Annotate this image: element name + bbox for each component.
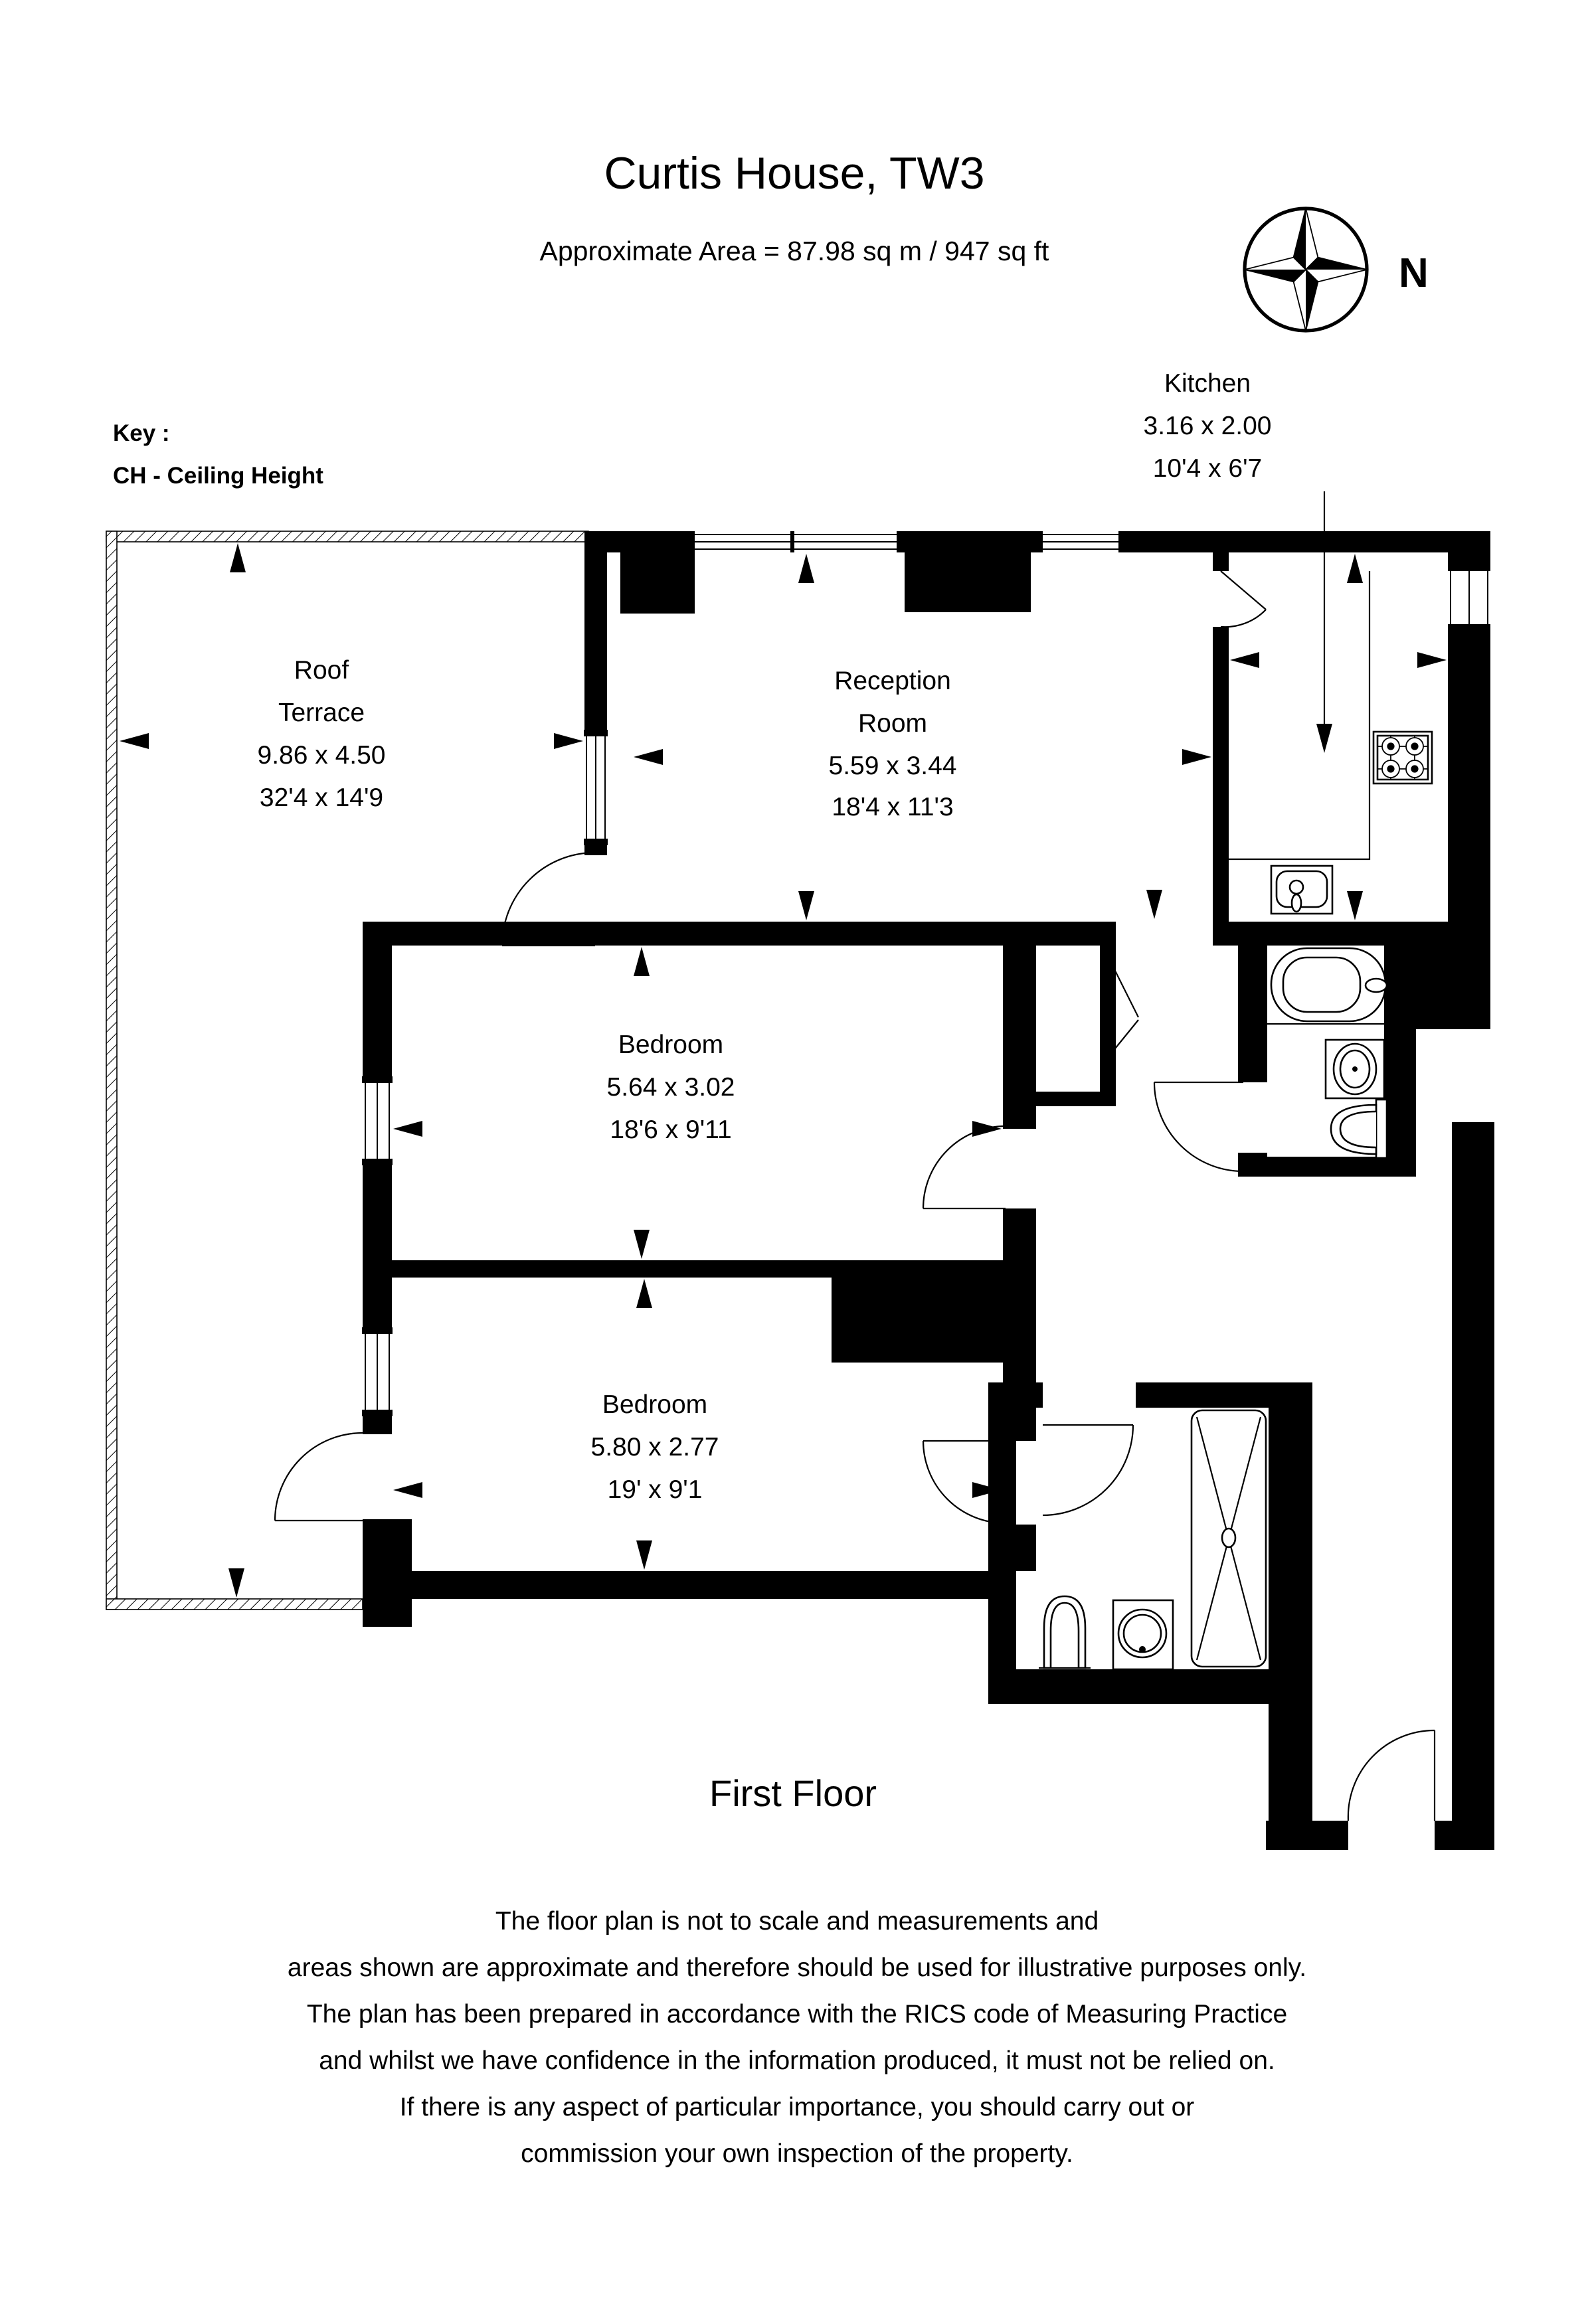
kitchen-counter xyxy=(1218,571,1370,859)
disclaimer-line-3: The plan has been prepared in accordance with the RICS code of Measuring Practice xyxy=(306,2000,1288,2029)
door-kitchen xyxy=(1221,571,1266,627)
terrace-metric: 9.86 x 4.50 xyxy=(257,741,386,770)
kitchen-imperial: 10'4 x 6'7 xyxy=(1152,454,1263,483)
area-label: Approximate Area = 87.98 sq m / 947 sq ft xyxy=(539,236,1049,266)
bathtub-icon xyxy=(1267,948,1387,1024)
terrace-hatched-wall xyxy=(106,531,588,1610)
key-ceiling-height: CH - Ceiling Height xyxy=(113,463,323,489)
floor-label: First Floor xyxy=(709,1772,877,1814)
bedroom2-imperial: 19' x 9'1 xyxy=(607,1475,703,1504)
shower-toilet-icon xyxy=(1039,1596,1091,1668)
key-legend xyxy=(113,420,323,489)
window-kitchen xyxy=(1451,571,1488,624)
door-bathroom xyxy=(1154,1082,1243,1171)
window-reception-2 xyxy=(794,535,897,549)
window-terrace xyxy=(584,730,607,845)
door-shower-room xyxy=(1043,1425,1133,1515)
key-title: Key : xyxy=(113,420,170,446)
window-reception-1 xyxy=(695,535,790,549)
disclaimer-line-6: commission your own inspection of the property. xyxy=(521,2139,1073,2168)
door-entrance xyxy=(1348,1730,1435,1821)
window-bedroom1 xyxy=(363,1077,392,1165)
reception-metric: 5.59 x 3.44 xyxy=(828,752,957,780)
bedroom2-metric: 5.80 x 2.77 xyxy=(590,1433,719,1461)
room-label-kitchen xyxy=(1144,369,1272,483)
shower-tray-icon xyxy=(1192,1410,1266,1667)
reception-name1: Reception xyxy=(834,667,951,695)
reception-name2: Room xyxy=(857,709,928,738)
terrace-imperial: 32'4 x 14'9 xyxy=(259,784,384,812)
bedroom1-name: Bedroom xyxy=(618,1031,724,1059)
bathroom-sink-icon xyxy=(1326,1040,1384,1098)
disclaimer-line-5: If there is any aspect of particular importance, you should carry out or xyxy=(399,2093,1195,2121)
room-label-reception xyxy=(829,667,957,821)
door-bedroom2-terrace xyxy=(275,1433,363,1521)
bedroom1-imperial: 18'6 x 9'11 xyxy=(610,1116,732,1144)
window-reception-3 xyxy=(1043,535,1118,549)
bedroom1-metric: 5.64 x 3.02 xyxy=(606,1073,735,1102)
stove-icon xyxy=(1373,732,1432,784)
round-sink-icon xyxy=(1113,1600,1173,1669)
room-label-bedroom1 xyxy=(607,1031,735,1144)
disclaimer-line-1: The floor plan is not to scale and measurements and xyxy=(495,1907,1099,1936)
room-label-bedroom2 xyxy=(591,1390,719,1504)
kitchen-sink-icon xyxy=(1271,866,1332,914)
reception-imperial: 18'4 x 11'3 xyxy=(832,793,954,821)
disclaimer xyxy=(288,1907,1306,2168)
kitchen-name: Kitchen xyxy=(1164,369,1251,398)
toilet-icon xyxy=(1331,1100,1387,1158)
bedroom2-name: Bedroom xyxy=(602,1390,708,1419)
disclaimer-line-2: areas shown are approximate and therefore should be used for illustrative purposes only. xyxy=(287,1953,1307,1982)
compass-icon xyxy=(1245,208,1367,331)
terrace-name2: Terrace xyxy=(278,699,365,727)
room-label-terrace xyxy=(258,656,386,812)
kitchen-leader-line xyxy=(1316,491,1332,753)
north-label: N xyxy=(1399,250,1429,296)
kitchen-metric: 3.16 x 2.00 xyxy=(1143,412,1272,440)
disclaimer-line-4: and whilst we have confidence in the information produced, it must not be relied on. xyxy=(319,2046,1275,2075)
door-bedroom1 xyxy=(923,1126,1006,1208)
page-title: Curtis House, TW3 xyxy=(604,148,985,199)
terrace-name1: Roof xyxy=(294,656,349,685)
window-bedroom2 xyxy=(363,1328,392,1416)
